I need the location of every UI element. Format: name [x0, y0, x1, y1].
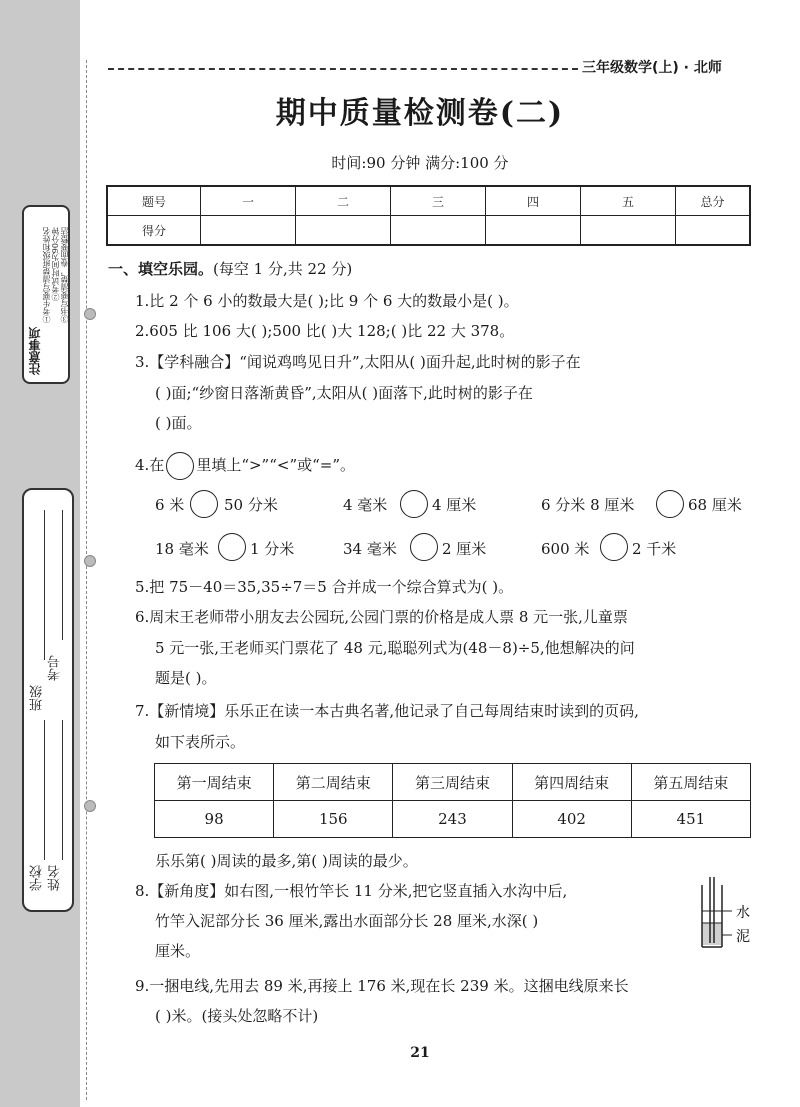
question-9-line-1: 9.一捆电线,先用去 89 米,再接上 176 米,现在长 239 米。这捆电线原来长: [135, 977, 629, 995]
question-7-answer: 乐乐第( )周读的最多,第( )周读的最少。: [155, 852, 418, 870]
compare-left: 6 米: [155, 496, 185, 514]
section-heading: [108, 258, 352, 279]
compare-left: 4 毫米: [343, 496, 388, 514]
question-4-prefix: 4.在: [135, 456, 165, 474]
mud-area: [702, 923, 722, 945]
question-2: 2.605 比 106 大( );500 比( )大 128;( )比 22 大 378。: [135, 322, 515, 340]
exam-info: 时间:90 分钟 满分:100 分: [331, 154, 509, 172]
question-3-line-1: 3.【学科融合】“闻说鸡鸣见日升”,太阳从( )面升起,此时树的影子在: [135, 353, 581, 371]
question-8-line-3: 厘米。: [155, 942, 201, 960]
compare-left: 18 毫米: [155, 540, 209, 558]
score-header-cell: 四: [486, 186, 581, 216]
exam-number-blank[interactable]: [62, 510, 63, 640]
score-cell[interactable]: [486, 216, 581, 246]
pages-value-cell: 402: [512, 801, 631, 838]
notice-line: ①考生要写清楚班级和姓名: [42, 227, 51, 323]
notice-line: ②考试时间为90分钟: [51, 227, 60, 302]
page-number: 21: [410, 1045, 430, 1061]
name-label: 姓名: [48, 865, 63, 891]
question-3-line-2: ( )面;“纱窗日落渐黄昏”,太阳从( )面落下,此时树的影子在: [155, 384, 533, 402]
header-rule: [108, 68, 578, 70]
score-header-cell: 题号: [107, 186, 201, 216]
class-blank[interactable]: [44, 510, 45, 660]
compare-circle[interactable]: [656, 490, 684, 518]
compare-circle[interactable]: [410, 533, 438, 561]
question-3-line-3: ( )面。: [155, 414, 202, 432]
page-title: 期中质量检测卷(二): [275, 96, 565, 131]
pages-header-cell: 第四周结束: [512, 764, 631, 801]
mud-label: 泥: [736, 929, 750, 945]
pages-value-cell: 243: [393, 801, 512, 838]
score-header-cell: 三: [391, 186, 486, 216]
section-note: (每空 1 分,共 22 分): [213, 260, 353, 278]
notice-line: ③书写要清楚，卷面要整洁: [60, 227, 69, 323]
school-label: 学校: [30, 865, 45, 891]
question-9-line-2: ( )米。(接头处忽略不计): [155, 1007, 319, 1025]
score-cell[interactable]: [581, 216, 676, 246]
compare-left: 34 毫米: [343, 540, 397, 558]
question-7-line-2: 如下表所示。: [155, 733, 246, 751]
score-header-cell: 五: [581, 186, 676, 216]
compare-circle[interactable]: [190, 490, 218, 518]
notice-title: 注意事项: [28, 327, 42, 375]
score-header-cell: 一: [201, 186, 296, 216]
score-row-label: 得分: [107, 216, 201, 246]
score-cell[interactable]: [391, 216, 486, 246]
notice-box: [22, 205, 70, 384]
pages-header-cell: 第三周结束: [393, 764, 512, 801]
pages-value-cell: 98: [155, 801, 274, 838]
grade-label: 三年级数学(上) · 北师: [582, 60, 722, 76]
pages-header-cell: 第二周结束: [274, 764, 393, 801]
score-table: [106, 185, 751, 246]
compare-right: 68 厘米: [688, 496, 742, 514]
binding-hole: [84, 555, 96, 567]
score-cell[interactable]: [201, 216, 296, 246]
pages-header-cell: 第一周结束: [155, 764, 274, 801]
compare-circle[interactable]: [218, 533, 246, 561]
exam-number-label: 考号: [48, 655, 63, 681]
question-5: 5.把 75－40＝35,35÷7＝5 合并成一个综合算式为( )。: [135, 578, 514, 596]
score-header-cell: 二: [296, 186, 391, 216]
pages-header-cell: 第五周结束: [631, 764, 750, 801]
name-blank[interactable]: [62, 720, 63, 860]
pages-value-cell: 156: [274, 801, 393, 838]
compare-left: 6 分米 8 厘米: [541, 496, 635, 514]
section-title: 一、填空乐园。: [108, 260, 214, 278]
ditch-figure: [690, 875, 760, 960]
water-label: 水: [736, 905, 750, 921]
question-6-line-3: 题是( )。: [155, 669, 217, 687]
question-6-line-2: 5 元一张,王老师买门票花了 48 元,聪聪列式为(48－8)÷5,他想解决的问: [155, 639, 635, 657]
binding-hole: [84, 800, 96, 812]
binding-cut-line: [86, 60, 87, 1100]
compare-left: 600 米: [541, 540, 590, 558]
student-info-box: [22, 488, 74, 912]
score-cell[interactable]: [676, 216, 751, 246]
question-4-suffix: 里填上“>”“<”或“=”。: [196, 456, 356, 474]
question-8-line-1: 8.【新角度】如右图,一根竹竿长 11 分米,把它竖直插入水沟中后,: [135, 882, 568, 900]
compare-right: 1 分米: [250, 540, 295, 558]
score-header-cell: 总分: [676, 186, 751, 216]
pages-table: [154, 763, 751, 838]
compare-right: 50 分米: [224, 496, 278, 514]
compare-right: 2 千米: [632, 540, 677, 558]
compare-circle[interactable]: [400, 490, 428, 518]
school-blank[interactable]: [44, 720, 45, 860]
question-1: 1.比 2 个 6 小的数最大是( );比 9 个 6 大的数最小是( )。: [135, 292, 519, 310]
question-4: [135, 452, 355, 480]
question-7-line-1: 7.【新情境】乐乐正在读一本古典名著,他记录了自己每周结束时读到的页码,: [135, 702, 639, 720]
compare-circle[interactable]: [600, 533, 628, 561]
pages-value-cell: 451: [631, 801, 750, 838]
binding-hole: [84, 308, 96, 320]
class-label: 班级: [30, 685, 45, 711]
score-cell[interactable]: [296, 216, 391, 246]
compare-right: 2 厘米: [442, 540, 487, 558]
compare-right: 4 厘米: [432, 496, 477, 514]
question-6-line-1: 6.周末王老师带小朋友去公园玩,公园门票的价格是成人票 8 元一张,儿童票: [135, 608, 628, 626]
compare-circle-sample: [166, 452, 194, 480]
question-8-line-2: 竹竿入泥部分长 36 厘米,露出水面部分长 28 厘米,水深( ): [155, 912, 539, 930]
